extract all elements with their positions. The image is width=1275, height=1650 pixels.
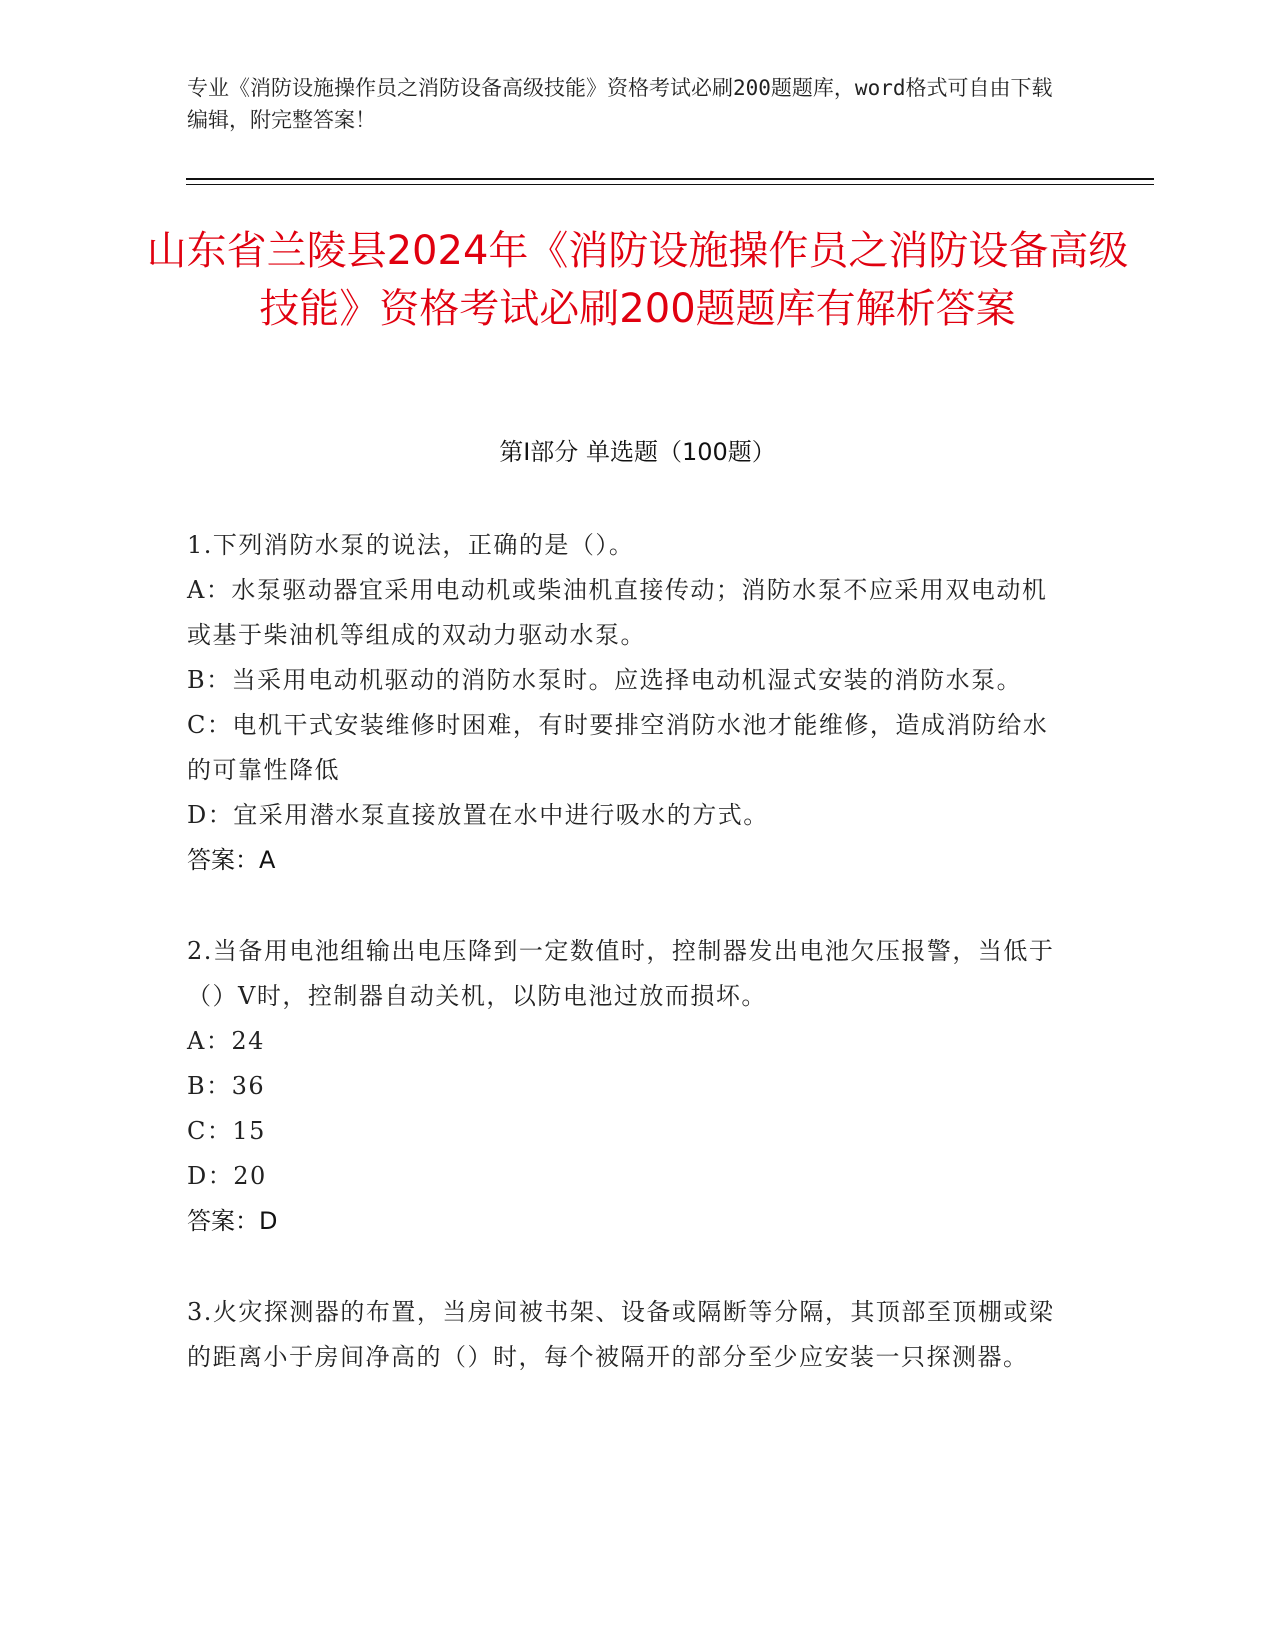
question-list [187,523,1067,1426]
question-stem: 3.火灾探测器的布置，当房间被书架、设备或隔断等分隔，其顶部至顶棚或梁的距离小于房间净高的（）时，每个被隔开的部分至少应安装一只探测器。 [187,1298,1055,1371]
option-d: D：宜采用潜水泵直接放置在水中进行吸水的方式。 [187,801,769,829]
header-note: 专业《消防设施操作员之消防设备高级技能》资格考试必刷200题题库，word格式可自由下载编辑，附完整答案！ [187,76,1053,132]
option-a: A：水泵驱动器宜采用电动机或柴油机直接传动；消防水泵不应采用双电动机或基于柴油机等组成的双动力驱动水泵。 [187,576,1048,649]
question-1 [187,523,1067,883]
option-b: B：当采用电动机驱动的消防水泵时。应选择电动机湿式安装的消防水泵。 [187,666,1023,694]
question-stem: 1.下列消防水泵的说法，正确的是（）。 [187,531,635,559]
question-3 [187,1290,1067,1380]
option-a: A：24 [187,1027,265,1055]
question-2 [187,929,1067,1244]
answer: 答案：A [187,846,276,874]
header-divider-thick [186,178,1154,180]
option-d: D：20 [187,1162,267,1190]
question-stem: 2.当备用电池组输出电压降到一定数值时，控制器发出电池欠压报警，当低于（）V时，控制器自动关机，以防电池过放而损坏。 [187,937,1055,1010]
document-title: 山东省兰陵县2024年《消防设施操作员之消防设备高级技能》资格考试必刷200题题库有解析答案 [146,228,1129,332]
answer: 答案：D [187,1207,278,1235]
option-c: C：15 [187,1117,266,1145]
header-divider-thin [186,184,1154,185]
section-title: 第Ⅰ部分 单选题（100题） [499,438,776,466]
option-b: B：36 [187,1072,266,1100]
option-c: C：电机干式安装维修时困难，有时要排空消防水池才能维修，造成消防给水的可靠性降低 [187,711,1049,784]
